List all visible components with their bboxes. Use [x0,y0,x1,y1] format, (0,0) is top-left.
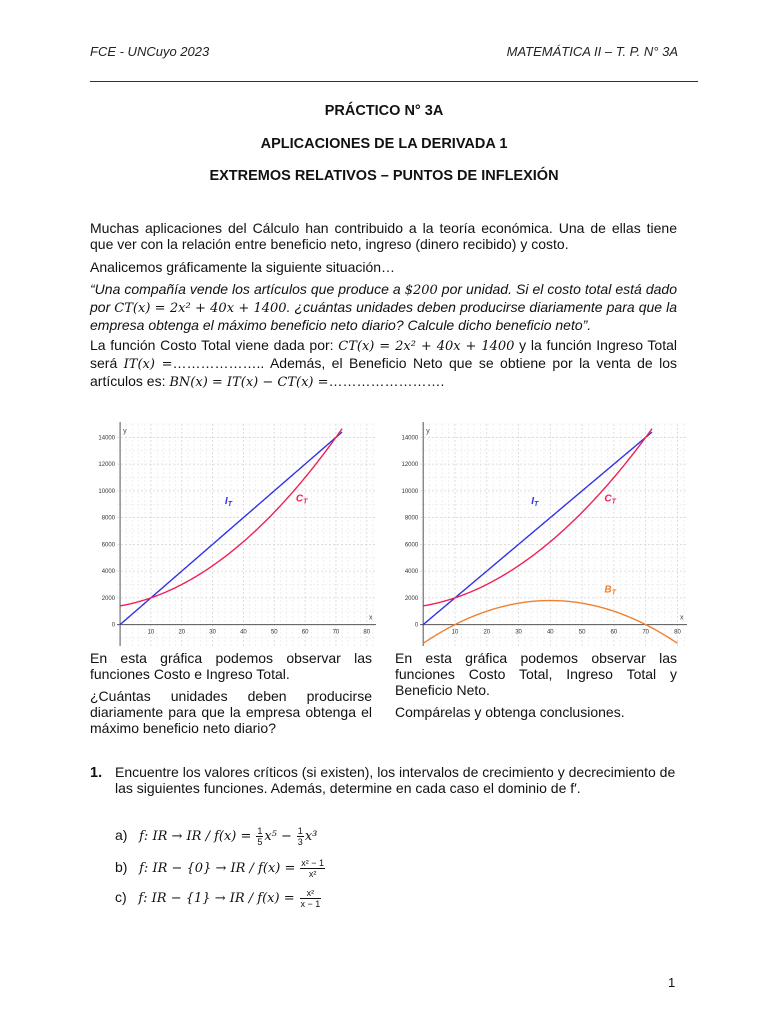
chart-cost-income-profit [393,420,689,648]
series-label-c: $C_T$ [295,493,308,506]
x-tick-label: 10 [451,629,459,636]
quote-formula: CT(x) = 2x² + 40x + 1400 [114,301,287,316]
header-rule [90,81,698,82]
x-tick-label: 50 [270,629,278,636]
x-tick-label: 60 [301,629,309,636]
intro-paragraph-2: Analicemos gráficamente la siguiente situación… [90,259,396,275]
y-tick-label: 8000 [404,515,419,522]
y-tick-label: 0 [414,622,419,629]
y-tick-label: 10000 [401,488,419,495]
x-tick-label: 30 [515,629,522,636]
page-number: 1 [668,975,676,990]
title-extremos: EXTREMOS RELATIVOS – PUNTOS DE INFLEXIÓN [209,168,559,184]
exercise-item-a: a) f: IR → IR / f(x) = $\frac{1}{5}$ x⁵ − $\frac{1}{3}$ x³ [115,826,318,847]
quote-price: $200 [404,283,438,298]
x-tick-label: 70 [332,629,340,636]
ct-formula: CT(x) = 2x² + 40x + 1400 [338,339,515,354]
chart-cost-income [90,420,378,648]
y-axis-label: y [123,428,127,435]
y-tick-label: 4000 [404,569,419,576]
y-tick-label: 2000 [404,595,419,602]
caption-right-1: En esta gráfica podemos observar las funciones Costo Total, Ingreso Total y Beneficio Neto. [395,650,677,698]
x-tick-label: 50 [578,629,586,636]
y-tick-label: 6000 [404,542,419,549]
title-practico: PRÁCTICO N° 3A [324,103,444,119]
it-formula: IT(x) = [123,357,173,372]
functions-paragraph: La función Costo Total viene dada por: CT(x) = 2x² + 40x + 1400 y la función Ingreso Total será IT(x) =……………….. Además, el Beneficio Neto que se obtiene por la venta de los artículos es: BN(x) = IT(x) − CT(x) =……………………. [90,337,678,390]
exercise-item-c: c) f: IR − {1} → IR / f(x) = $\frac{\text{x²}}{x - 1}$ [115,888,321,909]
y-tick-label: 10000 [98,488,116,495]
x-tick-label: 60 [610,629,618,636]
caption-right-2: Compárelas y obtenga conclusiones. [395,704,625,720]
caption-left-1: En esta gráfica podemos observar las funciones Costo e Ingreso Total. [90,650,372,682]
y-tick-label: 12000 [98,462,116,469]
header-right: MATEMÁTICA II – T. P. N° 3A [506,44,678,59]
x-tick-label: 20 [483,629,491,636]
caption-right [395,650,677,726]
x-tick-label: 20 [178,629,186,636]
series-label-i: $I_T$ [531,496,539,509]
series-label-b: $B_T$ [604,584,616,597]
x-tick-label: 80 [674,629,681,636]
x-axis-label: x [369,614,373,622]
x-tick-label: 70 [642,629,650,636]
x-tick-label: 40 [546,629,554,636]
problem-quote: “Una compañía vende los artículos que produce a $200 por unidad. Si el costo total está dado por CT(x) = 2x² + 40x + 1400. ¿cuántas unidades deben producirse diariamente para que la empresa obtenga el máximo beneficio neto diario? Calcule dicho beneficio neto”. [90,281,678,333]
caption-left-2: ¿Cuántas unidades deben producirse diariamente para que la empresa obtenga el máximo beneficio neto diario? [90,688,372,736]
x-tick-label: 30 [209,629,216,636]
y-tick-label: 0 [111,622,116,629]
exercise-statement: Encuentre los valores críticos (si existen), los intervalos de crecimiento y decrecimiento de las siguientes funciones. Además, determine en cada caso el dominio de f′. [115,764,676,796]
y-tick-label: 4000 [101,569,116,576]
exercise-item-b: b) f: IR − {0} → IR / f(x) = $\frac{\text{x² − 1}}{\text{x²}}$ [115,858,325,879]
y-tick-label: 2000 [101,595,116,602]
title-aplicaciones: APLICACIONES DE LA DERIVADA 1 [260,136,508,152]
intro-paragraph-1: Muchas aplicaciones del Cálculo han contribuido a la teoría económica. Una de ellas tiene que ver con la relación entre beneficio neto, ingreso (dinero recibido) y costo. [90,220,677,252]
series-label-i: $I_T$ [224,496,232,509]
y-tick-label: 14000 [401,435,419,442]
x-tick-label: 40 [240,629,247,636]
x-axis-label: x [680,614,684,622]
x-tick-label: 80 [363,629,371,636]
series-label-c: $C_T$ [604,493,616,506]
header-left: FCE - UNCuyo 2023 [90,44,210,59]
x-tick-label: 10 [147,629,155,636]
caption-left [90,650,372,742]
bn-formula: BN(x) = IT(x) − CT(x) = [169,375,329,390]
y-tick-label: 14000 [98,435,116,442]
y-axis-label: y [426,428,430,435]
y-tick-label: 12000 [401,462,419,469]
exercise-number: 1. [90,765,103,781]
y-tick-label: 6000 [101,542,116,549]
y-tick-label: 8000 [101,515,116,522]
